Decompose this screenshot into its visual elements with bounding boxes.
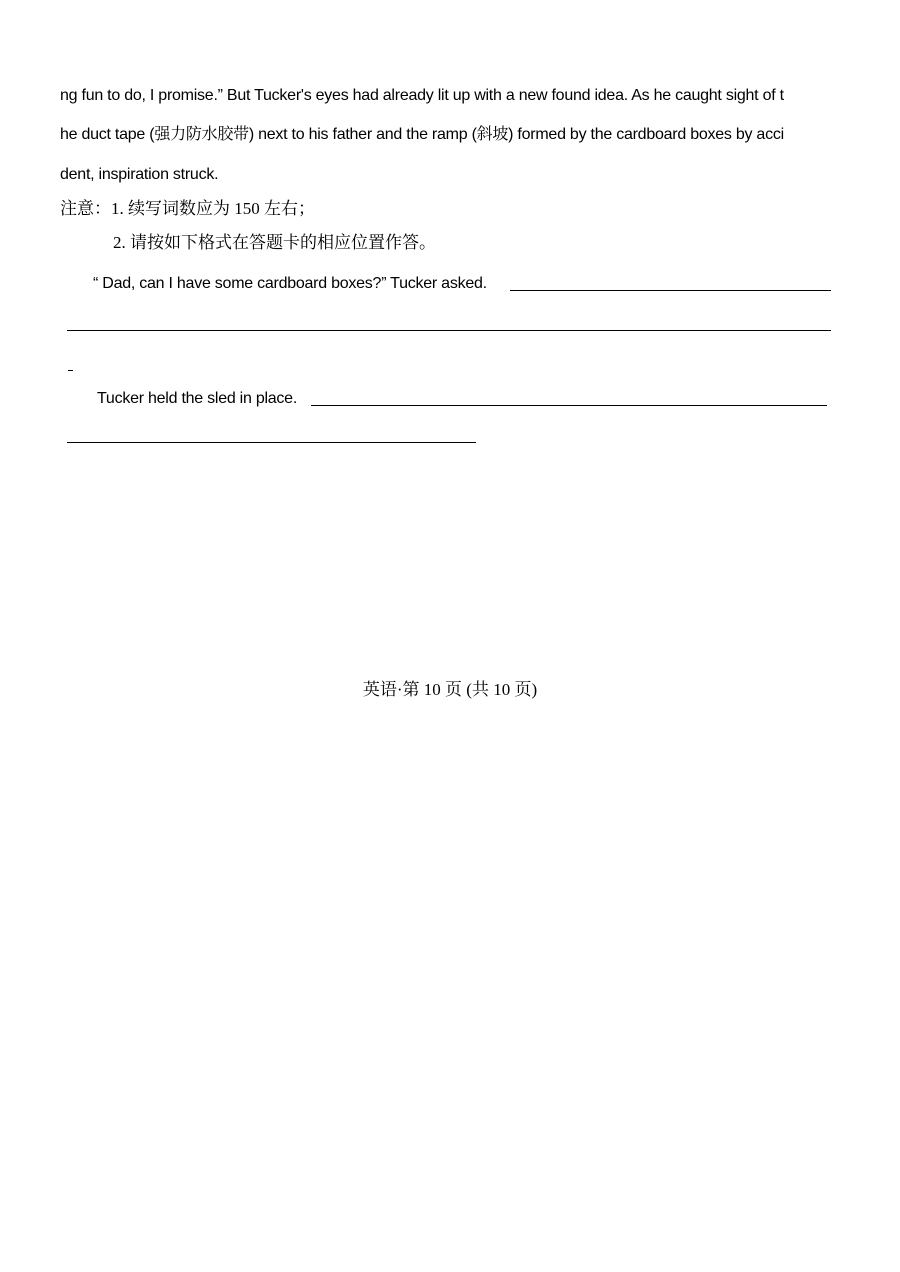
note-item-2: 2. 请按如下格式在答题卡的相应位置作答。	[113, 233, 436, 252]
prompt-paragraph-1: “ Dad, can I have some cardboard boxes?” Tucker asked.	[93, 275, 487, 292]
answer-line-1a[interactable]	[510, 290, 831, 291]
answer-line-2a[interactable]	[311, 405, 827, 406]
answer-line-2b[interactable]	[67, 442, 476, 443]
dash-mark	[68, 370, 73, 371]
notes-heading: 注意：	[60, 199, 111, 218]
passage-line-2: he duct tape (强力防水胶带) next to his father and the ramp (斜坡) formed by the cardboard boxes by acci	[60, 126, 784, 143]
passage-line-1: ng fun to do, I promise.” But Tucker's eyes had already lit up with a new found idea. As he caught sight of t	[60, 87, 784, 104]
page-footer: 英语·第 10 页 (共 10 页)	[362, 680, 538, 699]
prompt-paragraph-2: Tucker held the sled in place.	[97, 390, 298, 407]
passage-line-3: dent, inspiration struck.	[60, 166, 219, 183]
notes-block	[60, 200, 315, 217]
answer-line-1b[interactable]	[67, 330, 831, 331]
note-item-1: 1. 续写词数应为 150 左右；	[111, 199, 315, 218]
